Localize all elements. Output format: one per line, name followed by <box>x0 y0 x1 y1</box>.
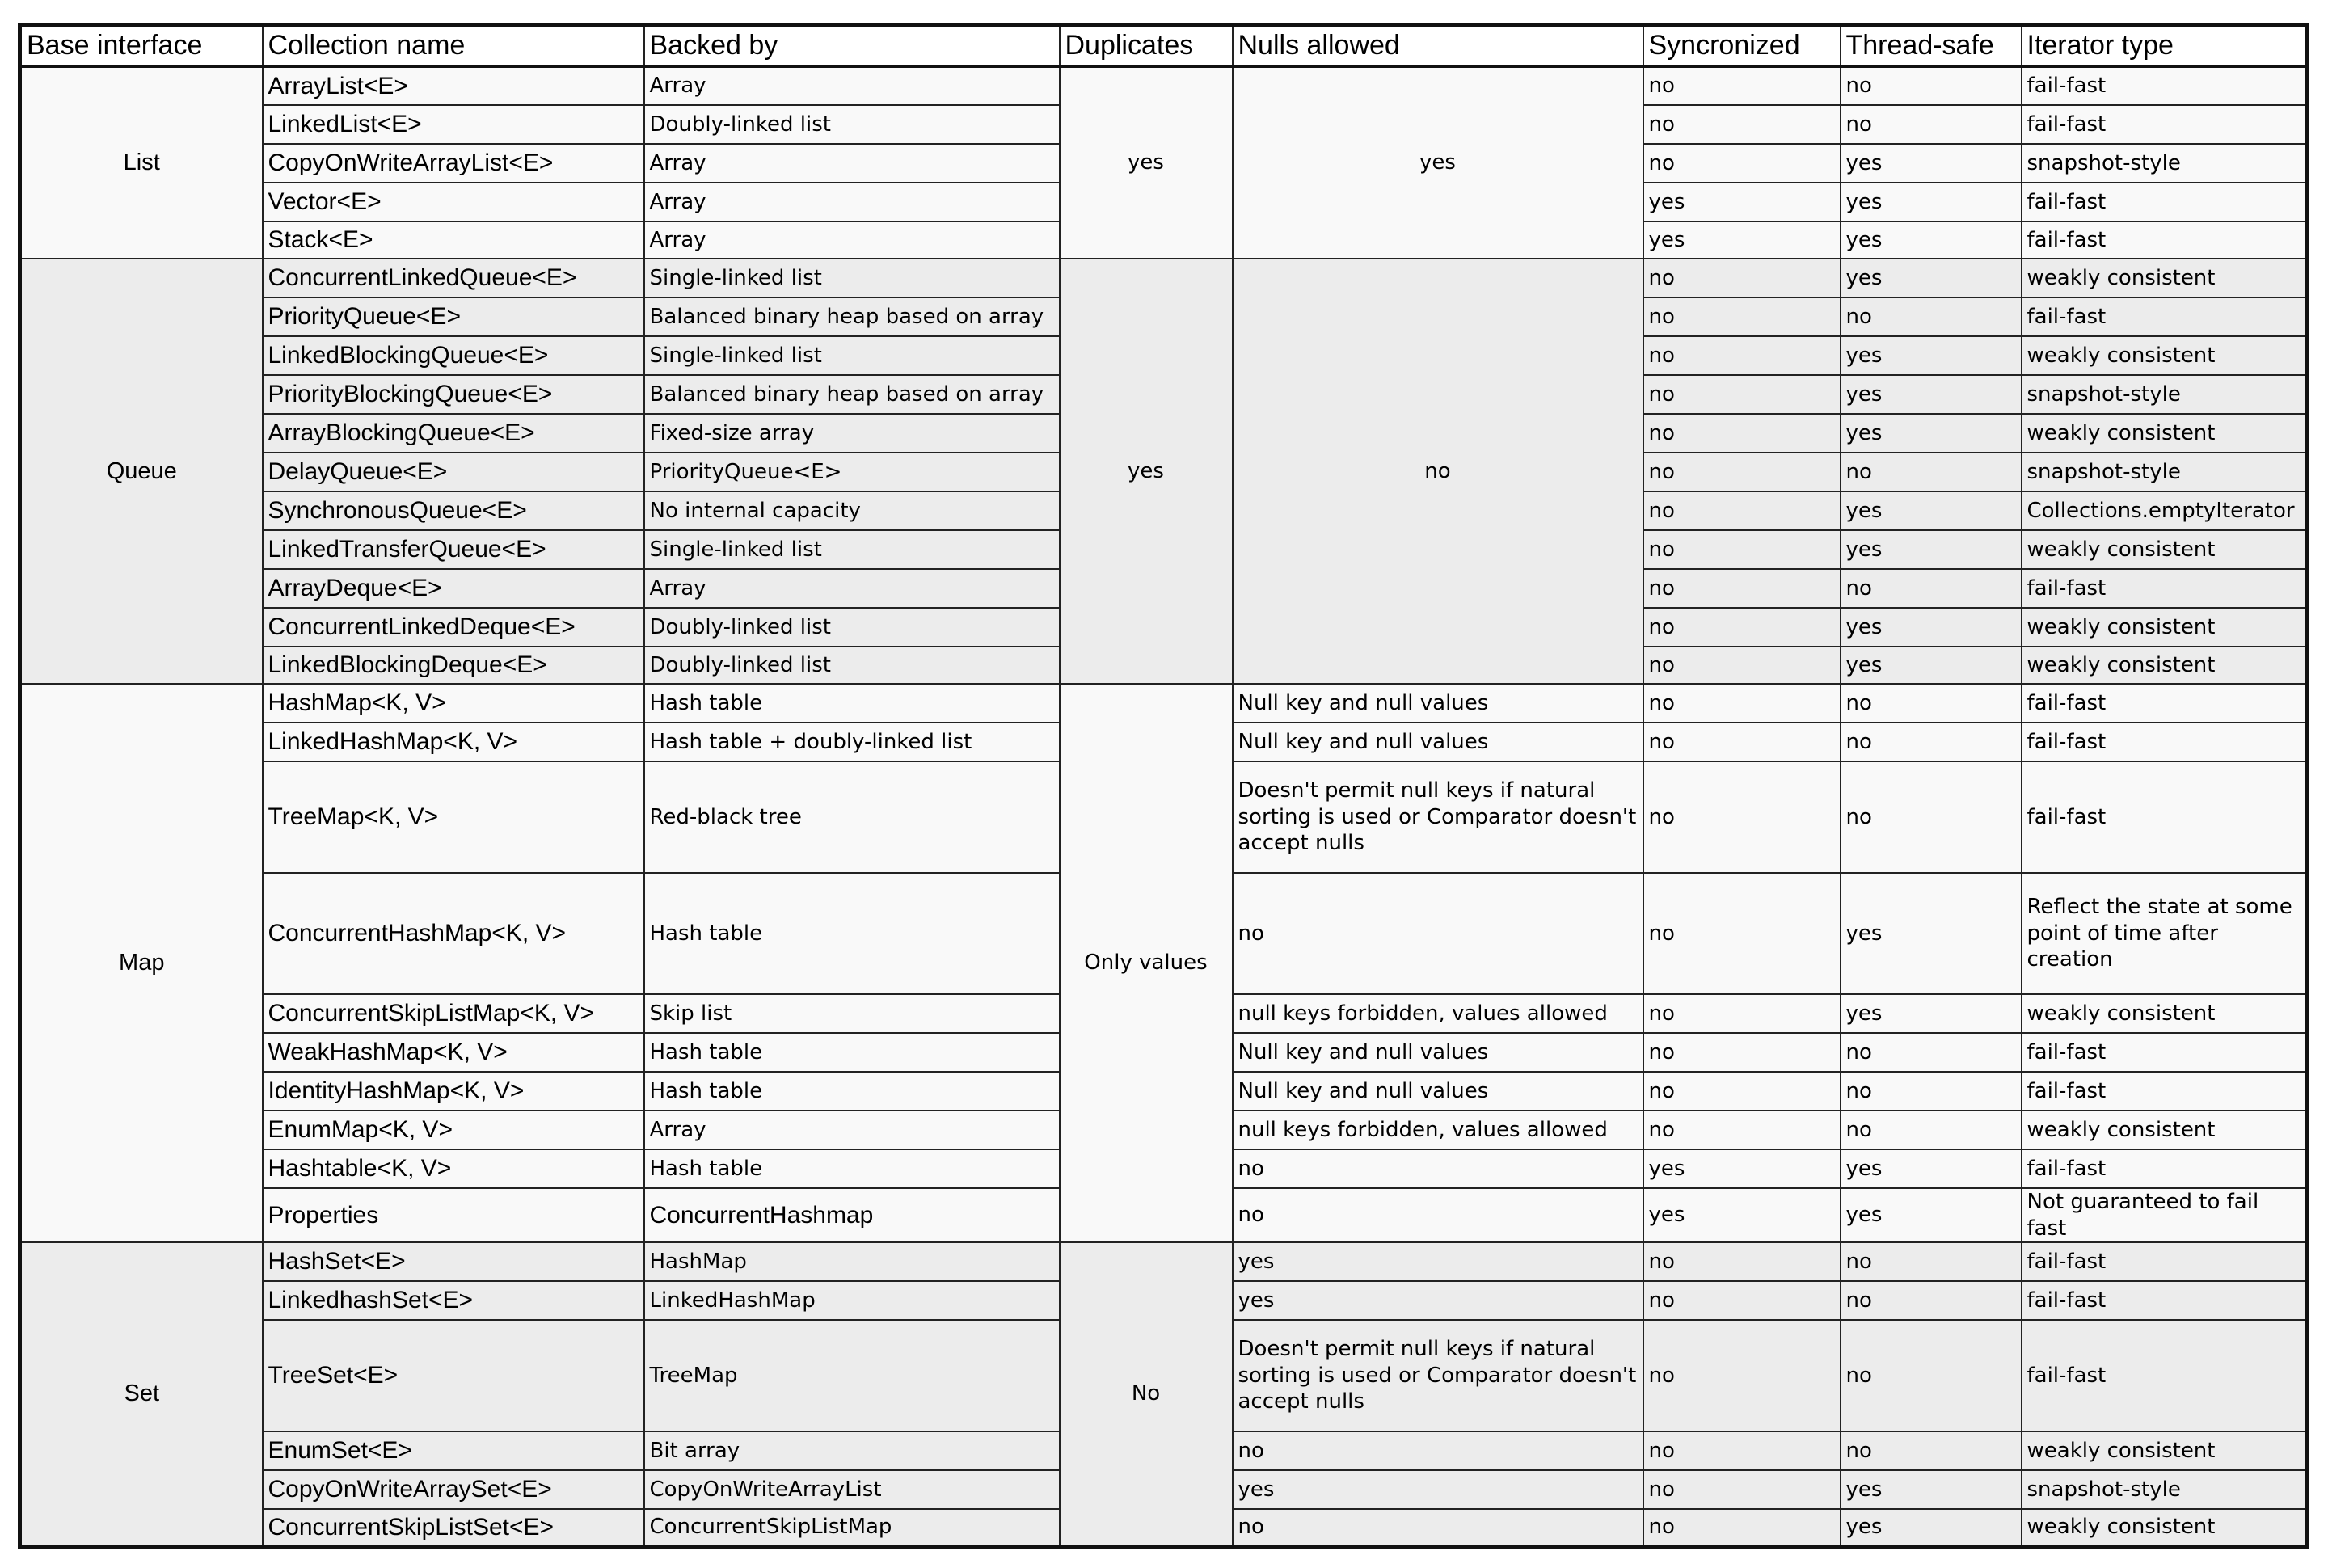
thread-safe-cell: yes <box>1841 647 2022 684</box>
backed-by-cell: Array <box>644 221 1060 259</box>
iterator-type-cell: fail-fast <box>2022 105 2308 144</box>
backed-by-cell: Hash table <box>644 1072 1060 1111</box>
header-row <box>20 25 2308 67</box>
nulls-allowed-cell: yes <box>1233 1470 1643 1509</box>
thread-safe-cell: yes <box>1841 491 2022 530</box>
collection-name-cell: CopyOnWriteArrayList<E> <box>263 144 644 183</box>
nulls-allowed-cell: no <box>1233 1509 1643 1546</box>
thread-safe-cell: no <box>1841 1072 2022 1111</box>
syncronized-cell: no <box>1643 530 1841 569</box>
nulls-allowed-cell: null keys forbidden, values allowed <box>1233 1111 1643 1149</box>
iterator-type-cell: weakly consistent <box>2022 1509 2308 1546</box>
backed-by-cell: PriorityQueue<E> <box>644 453 1060 491</box>
backed-by-cell: Red-black tree <box>644 761 1060 873</box>
thread-safe-cell: no <box>1841 297 2022 336</box>
syncronized-cell: no <box>1643 684 1841 723</box>
backed-by-cell: Hash table <box>644 1149 1060 1188</box>
collection-name-cell: PriorityBlockingQueue<E> <box>263 375 644 414</box>
base-interface-cell: Set <box>20 1242 263 1546</box>
duplicates-cell: No <box>1060 1242 1233 1546</box>
thread-safe-cell: yes <box>1841 608 2022 647</box>
syncronized-cell: no <box>1643 105 1841 144</box>
iterator-type-cell: fail-fast <box>2022 761 2308 873</box>
collection-name-cell: ArrayBlockingQueue<E> <box>263 414 644 453</box>
backed-by-cell: Single-linked list <box>644 336 1060 375</box>
backed-by-cell: Bit array <box>644 1431 1060 1470</box>
thread-safe-cell: no <box>1841 105 2022 144</box>
nulls-allowed-cell: Null key and null values <box>1233 684 1643 723</box>
syncronized-cell: no <box>1643 297 1841 336</box>
syncronized-cell: no <box>1643 1072 1841 1111</box>
backed-by-cell: Array <box>644 183 1060 221</box>
thread-safe-cell: yes <box>1841 375 2022 414</box>
syncronized-cell: no <box>1643 1033 1841 1072</box>
syncronized-cell: yes <box>1643 1149 1841 1188</box>
backed-by-cell: Hash table <box>644 684 1060 723</box>
header-nulls-allowed: Nulls allowed <box>1233 25 1643 67</box>
thread-safe-cell: yes <box>1841 1188 2022 1242</box>
group-list <box>20 66 2308 259</box>
collection-name-cell: DelayQueue<E> <box>263 453 644 491</box>
syncronized-cell: no <box>1643 66 1841 105</box>
syncronized-cell: no <box>1643 336 1841 375</box>
header-backed-by: Backed by <box>644 25 1060 67</box>
syncronized-cell: no <box>1643 491 1841 530</box>
backed-by-cell: Skip list <box>644 994 1060 1033</box>
collection-name-cell: TreeSet<E> <box>263 1320 644 1431</box>
nulls-allowed-cell: Null key and null values <box>1233 723 1643 761</box>
collection-name-cell: Vector<E> <box>263 183 644 221</box>
table-row <box>20 259 2308 297</box>
syncronized-cell: yes <box>1643 183 1841 221</box>
collection-name-cell: CopyOnWriteArraySet<E> <box>263 1470 644 1509</box>
syncronized-cell: no <box>1643 569 1841 608</box>
collection-name-cell: Hashtable<K, V> <box>263 1149 644 1188</box>
iterator-type-cell: fail-fast <box>2022 723 2308 761</box>
header-thread-safe: Thread-safe <box>1841 25 2022 67</box>
iterator-type-cell: weakly consistent <box>2022 1431 2308 1470</box>
collection-name-cell: SynchronousQueue<E> <box>263 491 644 530</box>
collection-name-cell: Properties <box>263 1188 644 1242</box>
iterator-type-cell: Collections.emptyIterator <box>2022 491 2308 530</box>
java-collections-table <box>18 23 2309 1549</box>
thread-safe-cell: no <box>1841 66 2022 105</box>
base-interface-cell: Queue <box>20 259 263 684</box>
iterator-type-cell: weakly consistent <box>2022 1111 2308 1149</box>
collection-name-cell: IdentityHashMap<K, V> <box>263 1072 644 1111</box>
collection-name-cell: HashMap<K, V> <box>263 684 644 723</box>
iterator-type-cell: fail-fast <box>2022 1320 2308 1431</box>
syncronized-cell: no <box>1643 873 1841 994</box>
thread-safe-cell: no <box>1841 1281 2022 1320</box>
thread-safe-cell: yes <box>1841 530 2022 569</box>
collection-name-cell: LinkedList<E> <box>263 105 644 144</box>
thread-safe-cell: yes <box>1841 873 2022 994</box>
thread-safe-cell: yes <box>1841 259 2022 297</box>
backed-by-cell: No internal capacity <box>644 491 1060 530</box>
backed-by-cell: HashMap <box>644 1242 1060 1281</box>
syncronized-cell: no <box>1643 1431 1841 1470</box>
syncronized-cell: yes <box>1643 1188 1841 1242</box>
backed-by-cell: Fixed-size array <box>644 414 1060 453</box>
syncronized-cell: no <box>1643 1470 1841 1509</box>
collection-name-cell: ConcurrentSkipListMap<K, V> <box>263 994 644 1033</box>
table-row <box>20 684 2308 723</box>
header-duplicates: Duplicates <box>1060 25 1233 67</box>
header-iterator-type: Iterator type <box>2022 25 2308 67</box>
iterator-type-cell: weakly consistent <box>2022 608 2308 647</box>
iterator-type-cell: weakly consistent <box>2022 647 2308 684</box>
iterator-type-cell: fail-fast <box>2022 183 2308 221</box>
backed-by-cell: LinkedHashMap <box>644 1281 1060 1320</box>
syncronized-cell: no <box>1643 608 1841 647</box>
thread-safe-cell: yes <box>1841 1470 2022 1509</box>
collection-name-cell: EnumSet<E> <box>263 1431 644 1470</box>
nulls-allowed-cell: Doesn't permit null keys if natural sorting is used or Comparator doesn't accept nulls <box>1233 761 1643 873</box>
table-row <box>20 1242 2308 1281</box>
thread-safe-cell: yes <box>1841 414 2022 453</box>
thread-safe-cell: no <box>1841 453 2022 491</box>
collection-name-cell: PriorityQueue<E> <box>263 297 644 336</box>
base-interface-cell: List <box>20 66 263 259</box>
backed-by-cell: Doubly-linked list <box>644 105 1060 144</box>
nulls-allowed-cell: yes <box>1233 1242 1643 1281</box>
iterator-type-cell: weakly consistent <box>2022 414 2308 453</box>
syncronized-cell: no <box>1643 1509 1841 1546</box>
syncronized-cell: no <box>1643 453 1841 491</box>
thread-safe-cell: yes <box>1841 144 2022 183</box>
thread-safe-cell: no <box>1841 1242 2022 1281</box>
nulls-allowed-cell: no <box>1233 873 1643 994</box>
syncronized-cell: no <box>1643 647 1841 684</box>
syncronized-cell: no <box>1643 1281 1841 1320</box>
backed-by-cell: Single-linked list <box>644 530 1060 569</box>
thread-safe-cell: yes <box>1841 221 2022 259</box>
nulls-allowed-cell: no <box>1233 1188 1643 1242</box>
thread-safe-cell: no <box>1841 569 2022 608</box>
duplicates-cell: Only values <box>1060 684 1233 1242</box>
thread-safe-cell: no <box>1841 1033 2022 1072</box>
backed-by-cell: Array <box>644 1111 1060 1149</box>
nulls-allowed-cell: null keys forbidden, values allowed <box>1233 994 1643 1033</box>
collection-name-cell: LinkedhashSet<E> <box>263 1281 644 1320</box>
backed-by-cell: Doubly-linked list <box>644 647 1060 684</box>
iterator-type-cell: Not guaranteed to fail fast <box>2022 1188 2308 1242</box>
iterator-type-cell: fail-fast <box>2022 684 2308 723</box>
iterator-type-cell: weakly consistent <box>2022 994 2308 1033</box>
collection-name-cell: ConcurrentLinkedQueue<E> <box>263 259 644 297</box>
nulls-allowed-cell: no <box>1233 259 1643 684</box>
collection-name-cell: ArrayList<E> <box>263 66 644 105</box>
iterator-type-cell: fail-fast <box>2022 297 2308 336</box>
iterator-type-cell: fail-fast <box>2022 569 2308 608</box>
backed-by-cell: Single-linked list <box>644 259 1060 297</box>
collection-name-cell: ConcurrentSkipListSet<E> <box>263 1509 644 1546</box>
iterator-type-cell: fail-fast <box>2022 1033 2308 1072</box>
header-syncronized: Syncronized <box>1643 25 1841 67</box>
iterator-type-cell: fail-fast <box>2022 66 2308 105</box>
syncronized-cell: no <box>1643 1320 1841 1431</box>
syncronized-cell: no <box>1643 414 1841 453</box>
group-queue <box>20 259 2308 684</box>
collection-name-cell: LinkedTransferQueue<E> <box>263 530 644 569</box>
thread-safe-cell: no <box>1841 1320 2022 1431</box>
thread-safe-cell: no <box>1841 1111 2022 1149</box>
syncronized-cell: yes <box>1643 221 1841 259</box>
backed-by-cell: Array <box>644 144 1060 183</box>
collection-name-cell: ConcurrentHashMap<K, V> <box>263 873 644 994</box>
collection-name-cell: ConcurrentLinkedDeque<E> <box>263 608 644 647</box>
iterator-type-cell: fail-fast <box>2022 221 2308 259</box>
collection-name-cell: WeakHashMap<K, V> <box>263 1033 644 1072</box>
iterator-type-cell: fail-fast <box>2022 1072 2308 1111</box>
iterator-type-cell: snapshot-style <box>2022 375 2308 414</box>
backed-by-cell: Balanced binary heap based on array <box>644 375 1060 414</box>
nulls-allowed-cell: yes <box>1233 1281 1643 1320</box>
nulls-allowed-cell: Null key and null values <box>1233 1072 1643 1111</box>
iterator-type-cell: fail-fast <box>2022 1281 2308 1320</box>
base-interface-cell: Map <box>20 684 263 1242</box>
iterator-type-cell: weakly consistent <box>2022 530 2308 569</box>
backed-by-cell: Doubly-linked list <box>644 608 1060 647</box>
syncronized-cell: no <box>1643 761 1841 873</box>
nulls-allowed-cell: yes <box>1233 66 1643 259</box>
group-map <box>20 684 2308 1242</box>
collection-name-cell: LinkedHashMap<K, V> <box>263 723 644 761</box>
backed-by-cell: TreeMap <box>644 1320 1060 1431</box>
iterator-type-cell: fail-fast <box>2022 1242 2308 1281</box>
collection-name-cell: Stack<E> <box>263 221 644 259</box>
duplicates-cell: yes <box>1060 66 1233 259</box>
nulls-allowed-cell: no <box>1233 1431 1643 1470</box>
syncronized-cell: no <box>1643 144 1841 183</box>
backed-by-cell: ConcurrentHashmap <box>644 1188 1060 1242</box>
backed-by-cell: Hash table <box>644 873 1060 994</box>
backed-by-cell: Array <box>644 569 1060 608</box>
collection-name-cell: LinkedBlockingQueue<E> <box>263 336 644 375</box>
thread-safe-cell: no <box>1841 684 2022 723</box>
thread-safe-cell: yes <box>1841 1149 2022 1188</box>
duplicates-cell: yes <box>1060 259 1233 684</box>
syncronized-cell: no <box>1643 375 1841 414</box>
collection-name-cell: ArrayDeque<E> <box>263 569 644 608</box>
thread-safe-cell: no <box>1841 723 2022 761</box>
table-row <box>20 66 2308 105</box>
iterator-type-cell: snapshot-style <box>2022 453 2308 491</box>
iterator-type-cell: snapshot-style <box>2022 144 2308 183</box>
backed-by-cell: Balanced binary heap based on array <box>644 297 1060 336</box>
group-set <box>20 1242 2308 1546</box>
nulls-allowed-cell: Null key and null values <box>1233 1033 1643 1072</box>
iterator-type-cell: Reflect the state at some point of time after creation <box>2022 873 2308 994</box>
backed-by-cell: Hash table + doubly-linked list <box>644 723 1060 761</box>
syncronized-cell: no <box>1643 1111 1841 1149</box>
collection-name-cell: HashSet<E> <box>263 1242 644 1281</box>
iterator-type-cell: weakly consistent <box>2022 336 2308 375</box>
thread-safe-cell: no <box>1841 761 2022 873</box>
thread-safe-cell: yes <box>1841 336 2022 375</box>
syncronized-cell: no <box>1643 1242 1841 1281</box>
collection-name-cell: TreeMap<K, V> <box>263 761 644 873</box>
backed-by-cell: ConcurrentSkipListMap <box>644 1509 1060 1546</box>
nulls-allowed-cell: Doesn't permit null keys if natural sorting is used or Comparator doesn't accept nulls <box>1233 1320 1643 1431</box>
header-collection-name: Collection name <box>263 25 644 67</box>
backed-by-cell: CopyOnWriteArrayList <box>644 1470 1060 1509</box>
iterator-type-cell: fail-fast <box>2022 1149 2308 1188</box>
syncronized-cell: no <box>1643 723 1841 761</box>
iterator-type-cell: weakly consistent <box>2022 259 2308 297</box>
thread-safe-cell: yes <box>1841 1509 2022 1546</box>
collection-name-cell: LinkedBlockingDeque<E> <box>263 647 644 684</box>
thread-safe-cell: yes <box>1841 994 2022 1033</box>
nulls-allowed-cell: no <box>1233 1149 1643 1188</box>
backed-by-cell: Hash table <box>644 1033 1060 1072</box>
iterator-type-cell: snapshot-style <box>2022 1470 2308 1509</box>
collection-name-cell: EnumMap<K, V> <box>263 1111 644 1149</box>
thread-safe-cell: no <box>1841 1431 2022 1470</box>
thread-safe-cell: yes <box>1841 183 2022 221</box>
syncronized-cell: no <box>1643 994 1841 1033</box>
backed-by-cell: Array <box>644 66 1060 105</box>
syncronized-cell: no <box>1643 259 1841 297</box>
header-base-interface: Base interface <box>20 25 263 67</box>
